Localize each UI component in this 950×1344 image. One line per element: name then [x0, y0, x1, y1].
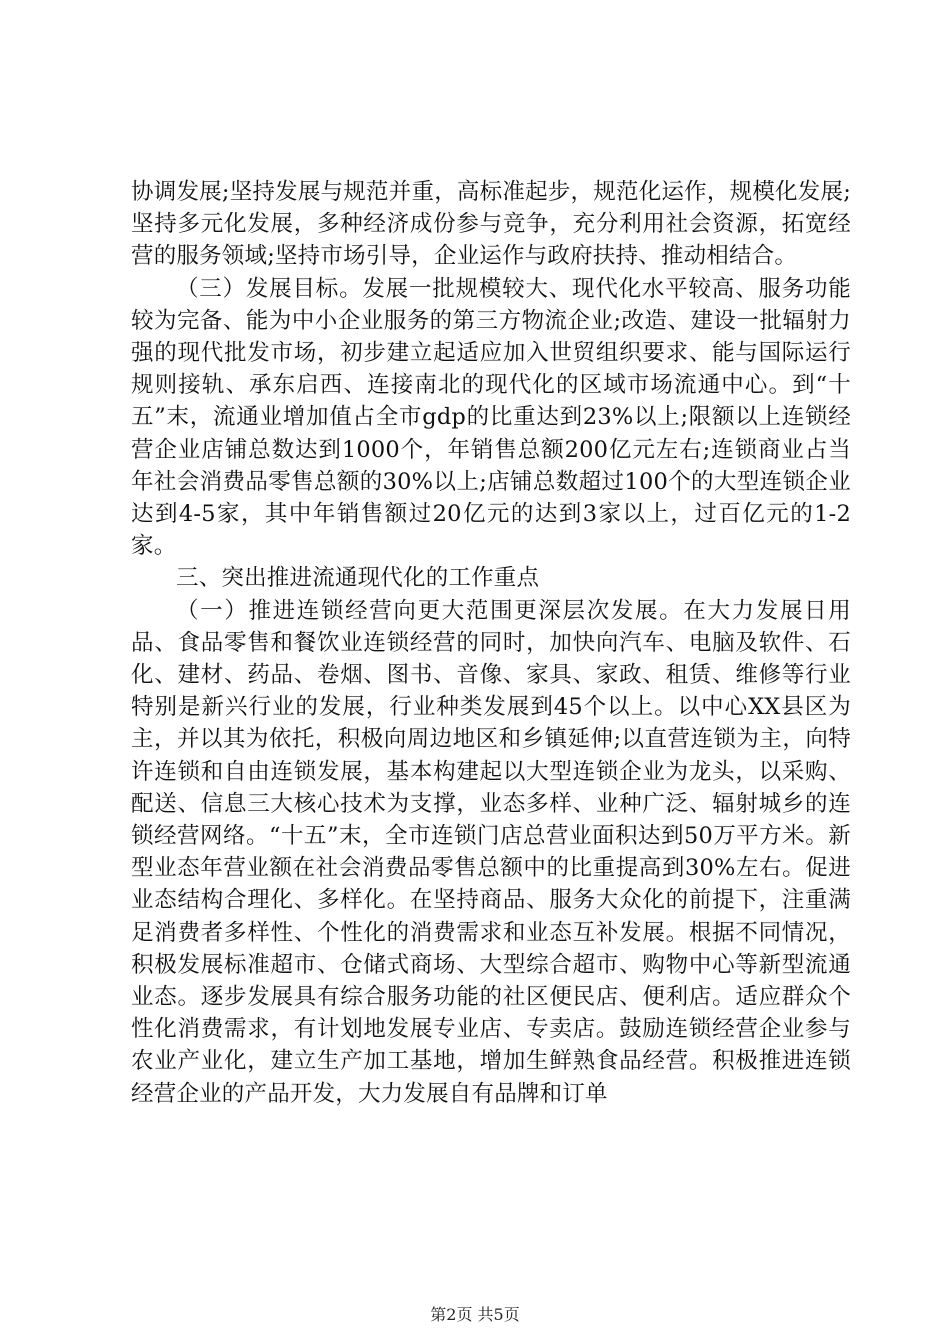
page-number-footer: 第2页 共5页: [430, 1305, 520, 1324]
paragraph-principles-continued: 协调发展;坚持发展与规范并重，高标准起步，规范化运作，规模化发展;坚持多元化发展，多种经济成份参与竞争，充分利用社会资源，拓宽经营的服务领域;坚持市场引导，企业运作与政府扶持、推动相结合。: [131, 179, 851, 270]
paragraph-development-goals: （三）发展目标。发展一批规模较大、现代化水平较高、服务功能较为完备、能为中小企业服务的第三方物流企业;改造、建设一批辐射力强的现代批发市场，初步建立起适应加入世贸组织要求、能与国际运行规则接轨、承东启西、连接南北的现代化的区域市场流通中心。到“十五”末，流通业增加值占全市gdp的比重达到23%以上;限额以上连锁经营企业店铺总数达到1000个，年销售总额200亿元左右;连锁商业占当年社会消费品零售总额的30%以上;店铺总数超过100个的大型连锁企业达到4-5家，其中年销售额过20亿元的达到3家以上，过百亿元的1-2家。: [131, 275, 851, 560]
paragraph-chain-operations: （一）推进连锁经营向更大范围更深层次发展。在大力发展日用品、食品零售和餐饮业连锁经营的同时，加快向汽车、电脑及软件、石化、建材、药品、卷烟、图书、音像、家具、家政、租赁、维修等行业特别是新兴行业的发展，行业种类发展到45个以上。以中心XX县区为主，并以其为依托，积极向周边地区和乡镇延伸;以直营连锁为主，向特许连锁和自由连锁发展，基本构建起以大型连锁企业为龙头，以采购、配送、信息三大核心技术为支撑，业态多样、业种广泛、辐射城乡的连锁经营网络。“十五”末，全市连锁门店总营业面积达到50万平方米。新型业态年营业额在社会消费品零售总额中的比重提高到30%左右。促进业态结构合理化、多样化。在坚持商品、服务大众化的前提下，注重满足消费者多样性、个性化的消费需求和业态互补发展。根据不同情况，积极发展标准超市、仓储式商场、大型综合超市、购物中心等新型流通业态。逐步发展具有综合服务功能的社区便民店、便利店。适应群众个性化消费需求，有计划地发展专业店、专卖店。鼓励连锁经营企业参与农业产业化，建立生产加工基地，增加生鲜熟食品经营。积极推进连锁经营企业的产品开发，大力发展自有品牌和订单: [131, 597, 851, 1107]
document-body: [131, 176, 851, 1110]
section-heading-work-priorities: 三、突出推进流通现代化的工作重点: [176, 565, 540, 592]
